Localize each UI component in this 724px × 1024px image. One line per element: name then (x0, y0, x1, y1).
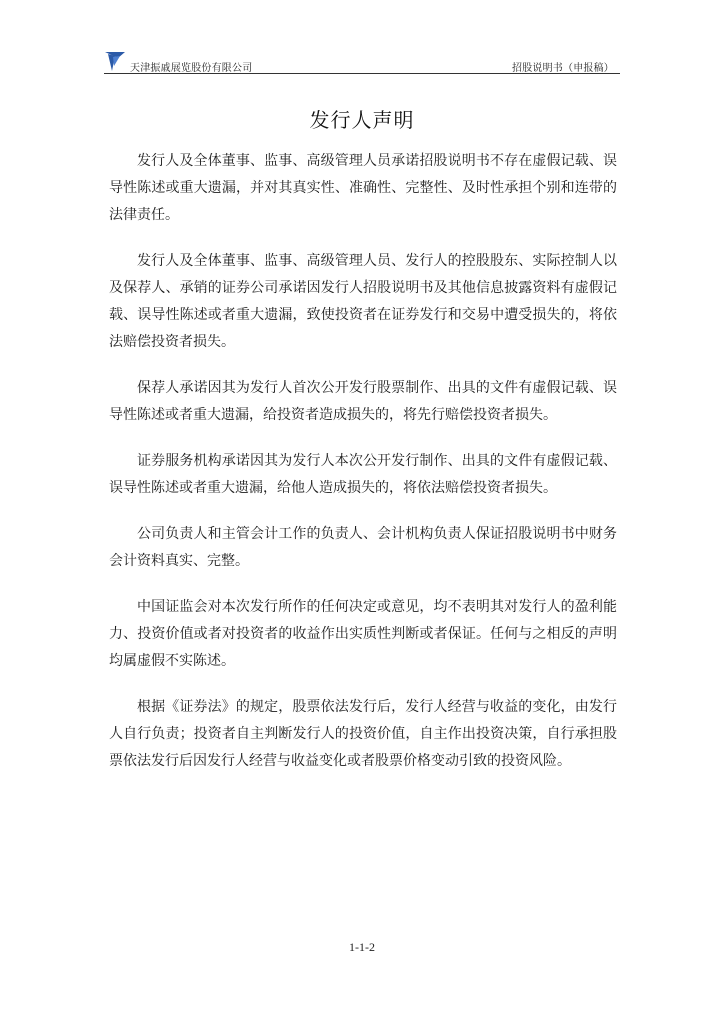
page-title: 发行人声明 (309, 108, 415, 132)
paragraph: 保荐人承诺因其为发行人首次公开发行股票制作、出具的文件有虚假记载、误导性陈述或者重大遗漏，给投资者造成损失的，将先行赔偿投资者损失。 (109, 380, 617, 423)
document-type: 招股说明书（申报稿） (512, 63, 614, 74)
paragraph: 根据《证券法》的规定，股票依法发行后，发行人经营与收益的变化，由发行人自行负责；投资者自主判断发行人的投资价值，自主作出投资决策，自行承担股票依法发行后因发行人经营与收益变化或者股票价格变动引致的投资风险。 (109, 699, 617, 769)
page-number: 1-1-2 (349, 940, 375, 954)
company-name: 天津振戚展览股份有限公司 (130, 63, 253, 74)
paragraph: 发行人及全体董事、监事、高级管理人员、发行人的控股股东、实际控制人以及保荐人、承销的证券公司承诺因发行人招股说明书及其他信息披露资料有虚假记载、误导性陈述或者重大遗漏，致使投资者在证券发行和交易中遭受损失的，将依法赔偿投资者损失。 (109, 253, 617, 350)
paragraph: 发行人及全体董事、监事、高级管理人员承诺招股说明书不存在虚假记载、误导性陈述或重大遗漏，并对其真实性、准确性、完整性、及时性承担个别和连带的法律责任。 (109, 153, 617, 223)
declaration-body (109, 148, 617, 794)
paragraph: 中国证监会对本次发行所作的任何决定或意见，均不表明其对发行人的盈利能力、投资价值或者对投资者的收益作出实质性判断或者保证。任何与之相反的声明均属虚假不实陈述。 (109, 599, 617, 669)
company-logo-icon (104, 50, 126, 72)
paragraph: 证券服务机构承诺因其为发行人本次公开发行制作、出具的文件有虚假记载、误导性陈述或者重大遗漏，给他人造成损失的，将依法赔偿投资者损失。 (109, 453, 617, 496)
header-divider (104, 73, 620, 74)
page-header (104, 50, 620, 74)
paragraph: 公司负责人和主管会计工作的负责人、会计机构负责人保证招股说明书中财务会计资料真实、完整。 (109, 526, 617, 569)
